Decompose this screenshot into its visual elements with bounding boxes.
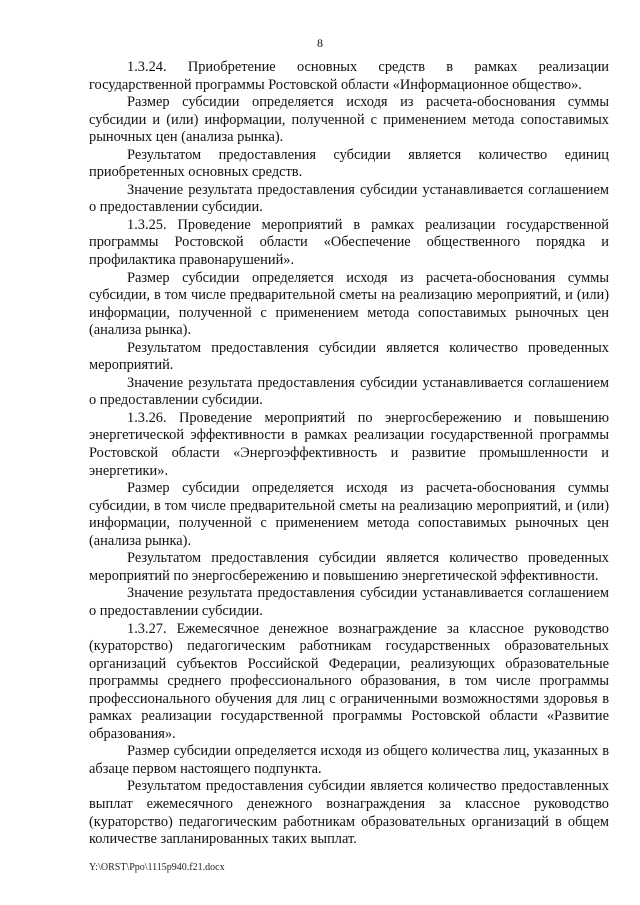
paragraph: Результатом предоставления субсидии является количество проведенных мероприятий по энергосбережению и повышению энергетической эффективности. bbox=[89, 550, 609, 584]
paragraph: Значение результата предоставления субсидии устанавливается соглашением о предоставлении субсидии. bbox=[89, 585, 609, 619]
paragraph: Результатом предоставления субсидии является количество единиц приобретенных основных средств. bbox=[89, 146, 609, 181]
document-body bbox=[89, 59, 609, 849]
paragraph: Значение результата предоставления субсидии устанавливается соглашением о предоставлении субсидии. bbox=[89, 181, 609, 216]
paragraph: Результатом предоставления субсидии является количество предоставленных выплат ежемесячного денежного вознаграждения за классное руководство (кураторство) педагогическим работникам образовательных организаций в общем количестве запланированных таких выплат. bbox=[89, 778, 609, 848]
paragraph: 1.3.25. Проведение мероприятий в рамках реализации государственной программы Ростовской области «Обеспечение общественного порядка и профилактика правонарушений». bbox=[89, 216, 609, 269]
footer-file-path: Y:\ORST\Ppo\1115p940.f21.docx bbox=[89, 862, 225, 873]
paragraph: Размер субсидии определяется исходя из расчета-обоснования суммы субсидии, в том числе предварительной сметы на реализацию мероприятий, и (или) информации, полученной с применением метода сопоставимых рыночных цен (анализа рынка). bbox=[89, 269, 609, 339]
paragraph: 1.3.24. Приобретение основных средств в рамках реализации государственной программы Ростовской области «Информационное общество». bbox=[89, 59, 609, 93]
paragraph: Размер субсидии определяется исходя из расчета-обоснования суммы субсидии и (или) информации, полученной с применением метода сопоставимых рыночных цен (анализа рынка). bbox=[89, 94, 609, 146]
paragraph: 1.3.26. Проведение мероприятий по энергосбережению и повышению энергетической эффективности в рамках реализации государственной программы Ростовской области «Энергоэффективность и развитие промышленности и энергетики». bbox=[89, 409, 609, 479]
page-number: 8 bbox=[317, 36, 323, 50]
paragraph: Размер субсидии определяется исходя из расчета-обоснования суммы субсидии, в том числе предварительной сметы на реализацию мероприятий, и (или) информации, полученной с применением метода сопоставимых рыночных цен (анализа рынка). bbox=[89, 480, 609, 549]
paragraph: Размер субсидии определяется исходя из общего количества лиц, указанных в абзаце первом настоящего подпункта. bbox=[89, 743, 609, 777]
paragraph: Значение результата предоставления субсидии устанавливается соглашением о предоставлении субсидии. bbox=[89, 374, 609, 409]
paragraph: 1.3.27. Ежемесячное денежное вознаграждение за классное руководство (кураторство) педагогическим работникам государственных образовательных организаций субъектов Российской Федерации, реализующих образовательные программы среднего профессионального образования, в том числе программы профессионального обучения для лиц с ограниченными возможностями здоровья в рамках реализации государственной программы Ростовской области «Развитие образования». bbox=[89, 620, 609, 742]
paragraph: Результатом предоставления субсидии является количество проведенных мероприятий. bbox=[89, 339, 609, 374]
